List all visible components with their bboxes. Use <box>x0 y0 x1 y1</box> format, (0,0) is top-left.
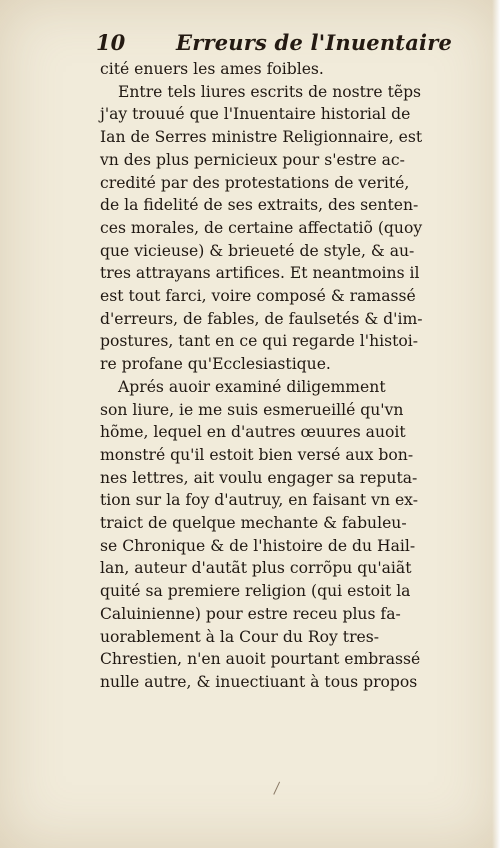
text-line: lan, auteur d'autãt plus corrõpu qu'aiãt <box>100 559 412 578</box>
text-line: est tout farci, voire composé & ramassé <box>100 287 416 306</box>
text-line: vn des plus pernicieux pour s'estre ac- <box>100 150 405 169</box>
text-line: que vicieuse) & brieueté de style, & au- <box>100 241 415 260</box>
text-line: traict de quelque mechante & fabuleu- <box>100 514 407 533</box>
text-line: de la fidelité de ses extraits, des senten- <box>100 196 419 215</box>
text-line: tres attrayans artifices. Et neantmoins il <box>100 264 420 283</box>
text-line: son liure, ie me suis esmerueillé qu'vn <box>100 400 404 419</box>
running-head: Erreurs de l'Inuentaire <box>176 30 453 55</box>
text-line: Chrestien, n'en auoit pourtant embrassé <box>100 650 421 669</box>
text-line: cité enuers les ames foibles. <box>100 60 324 78</box>
text-line: Aprés auoir examiné diligemment <box>118 377 386 396</box>
text-line: j'ay trouué que l'Inuentaire historial de <box>100 105 411 124</box>
text-line: monstré qu'il estoit bien versé aux bon- <box>100 445 414 464</box>
text-line: postures, tant en ce qui regarde l'histoi- <box>100 332 419 351</box>
text-line: credité par des protestations de verité, <box>100 173 410 192</box>
page-number: 10 <box>96 30 126 55</box>
text-line: re profane qu'Ecclesiastique. <box>100 355 331 374</box>
text-line: Caluinienne) pour estre receu plus fa- <box>100 604 401 623</box>
page-header <box>96 30 453 56</box>
page-edge <box>492 0 500 848</box>
text-line: nes lettres, ait voulu engager sa reputa- <box>100 468 418 487</box>
text-line: Entre tels liures escrits de nostre tẽps <box>118 82 422 101</box>
text-line: uorablement à la Cour du Roy tres- <box>100 627 380 646</box>
text-line: se Chronique & de l'histoire de du Hail- <box>100 536 416 555</box>
body-text <box>100 58 458 694</box>
text-line: ces morales, de certaine affectatiõ (quoy <box>100 218 423 237</box>
text-line: d'erreurs, de fables, de faulsetés & d'im- <box>100 309 423 328</box>
text-line: hõme, lequel en d'autres œuures auoit <box>100 423 406 442</box>
ink-mark <box>273 782 283 797</box>
text-line: nulle autre, & inuectiuant à tous propos <box>100 672 418 691</box>
text-line: quité sa premiere religion (qui estoit la <box>100 582 411 601</box>
text-line: Ian de Serres ministre Religionnaire, est <box>100 128 423 147</box>
text-line: tion sur la foy d'autruy, en faisant vn ex- <box>100 491 418 510</box>
